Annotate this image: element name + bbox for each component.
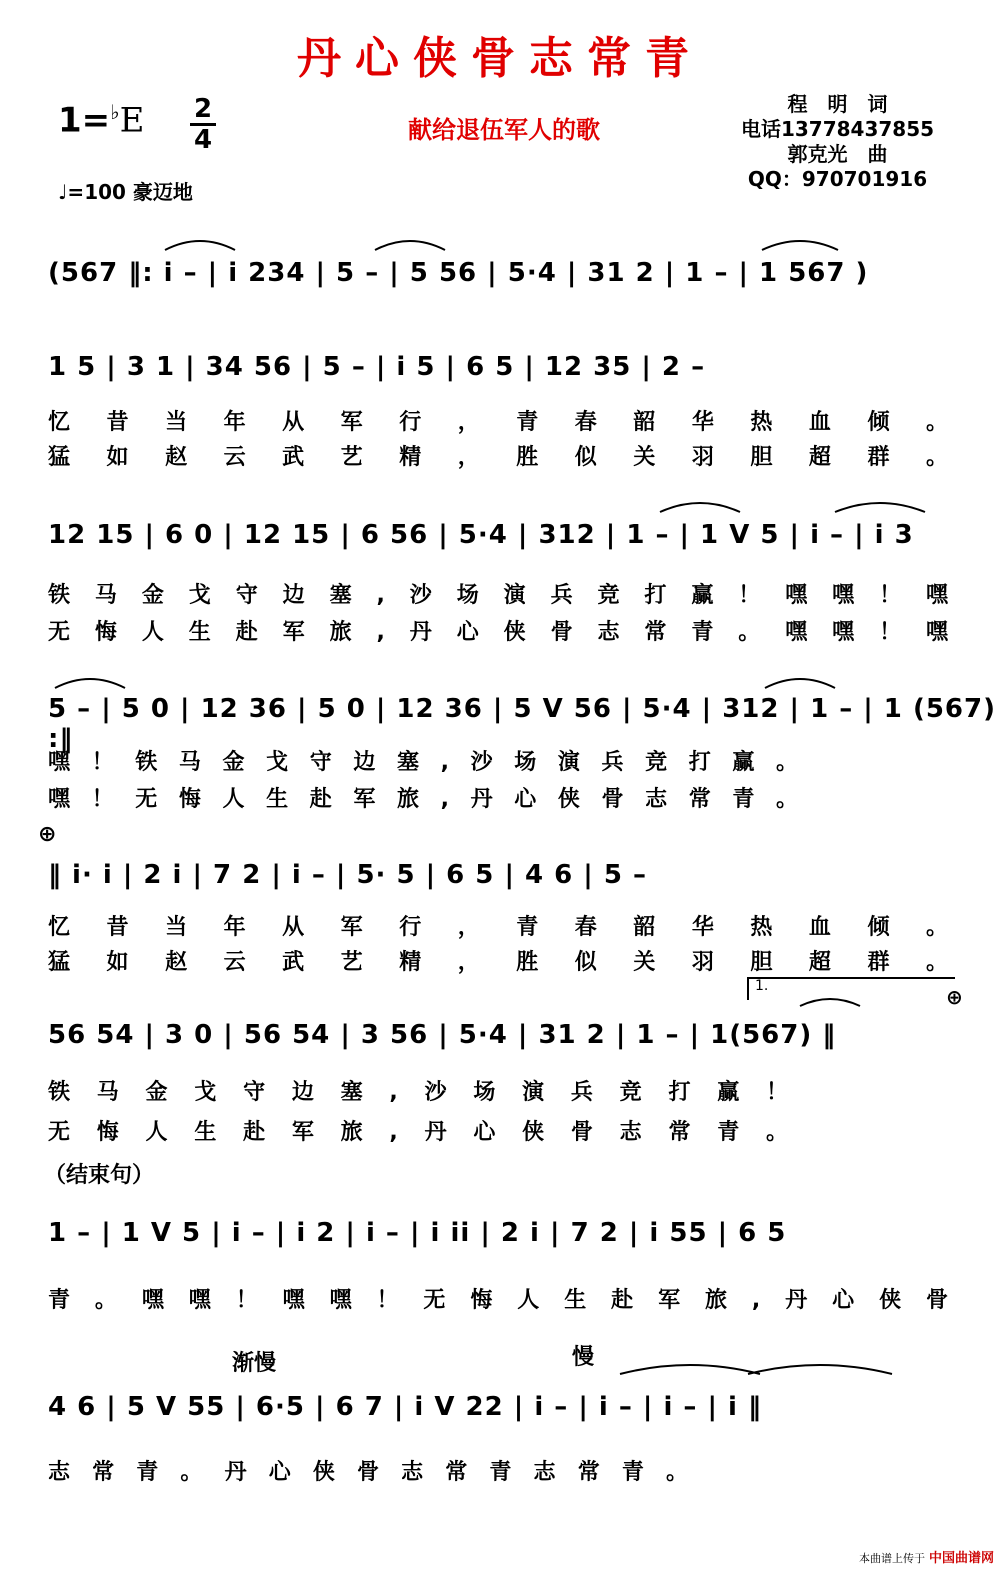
lyric-row-5-verse-2: 猛如赵云武艺精，胜似关羽胆超群。 (48, 950, 948, 975)
time-signature: 2 4 (188, 96, 218, 153)
tie-mark (762, 241, 838, 250)
lyricist: 程 明 词 (787, 92, 888, 116)
lyric-row-3-verse-2: 无悔人生赴军旅,丹心侠骨志常青。嘿嘿！嘿 (48, 620, 948, 645)
volta-bracket (748, 978, 955, 1000)
song-title: 丹心侠骨志常青 (297, 33, 703, 84)
tie-mark (620, 1365, 760, 1374)
ending-label: （结束句） (44, 1163, 155, 1188)
lyric-row-5-verse-1: 忆昔当年从军行，青春韶华热血倾。 (48, 915, 948, 940)
tie-mark (765, 679, 835, 688)
footer-credit: 本曲谱上传于 中国曲谱网 (858, 1551, 994, 1566)
tie-mark (55, 679, 125, 688)
key-signature: 1=♭E (58, 100, 145, 141)
tie-mark (165, 241, 235, 250)
phone: 电话13778437855 (740, 117, 935, 141)
tie-mark (835, 503, 925, 512)
notation-row-1: (567 ‖: i – | i 234 | 5 – | 5 56 | 5·4 | 31 2 | 1 – | 1 567 ) (48, 258, 869, 288)
tie-mark (800, 999, 860, 1006)
lyric-row-6-verse-1: 铁马金戈守边塞,沙场演兵竞打赢！ (48, 1080, 788, 1105)
composer: 郭克光 曲 (787, 142, 888, 166)
notation-row-7: 1 – | 1 V 5 | i – | i 2 | i – | i ii | 2 i | 7 2 | i 55 | 6 5 (48, 1218, 787, 1248)
tie-mark (660, 503, 740, 512)
coda-sign-end: ⊕ (946, 985, 963, 1009)
tie-mark (748, 1365, 892, 1374)
lyric-row-4-verse-1: 嘿！铁马金戈守边塞,沙场演兵竞打赢。 (48, 750, 798, 775)
coda-sign: ⊕ (38, 822, 57, 847)
lyric-row-7: 青。嘿嘿！嘿嘿！无悔人生赴军旅,丹心侠骨 (48, 1288, 948, 1313)
lyric-row-3-verse-1: 铁马金戈守边塞,沙场演兵竞打赢！嘿嘿！嘿 (48, 583, 948, 608)
notation-row-6: 56 54 | 3 0 | 56 54 | 3 56 | 5·4 | 31 2 | 1 – | 1(567) ‖ (48, 1020, 837, 1050)
lyric-row-2-verse-1: 忆昔当年从军行，青春韶华热血倾。 (48, 410, 948, 435)
lyric-row-8: 志常青。丹心侠骨志常青志常青。 (48, 1460, 688, 1485)
tie-mark (375, 241, 445, 250)
site-logo: 中国曲谱网 (928, 1551, 994, 1566)
tempo-marking: ♩=100 豪迈地 (58, 180, 193, 204)
subtitle: 献给退伍军人的歌 (408, 116, 600, 144)
notation-row-4: 5 – | 5 0 | 12 36 | 5 0 | 12 36 | 5 V 56 | 5·4 | 312 | 1 – | 1 (567) :‖ (48, 694, 996, 754)
marking-gradual-slow: 渐慢 (232, 1351, 277, 1376)
volta-label: 1. (755, 978, 769, 994)
marking-slow: 慢 (572, 1345, 595, 1370)
notation-row-3: 12 15 | 6 0 | 12 15 | 6 56 | 5·4 | 312 | 1 – | 1 V 5 | i – | i 3 (48, 520, 914, 550)
notation-row-8: 4 6 | 5 V 55 | 6·5 | 6 7 | i V 22 | i – | i – | i – | i ‖ (48, 1392, 762, 1422)
lyric-row-6-verse-2: 无悔人生赴军旅,丹心侠骨志常青。 (48, 1120, 788, 1145)
qq: QQ：970701916 (747, 167, 928, 191)
notation-row-5: ‖ i· i | 2 i | 7 2 | i – | 5· 5 | 6 5 | 4 6 | 5 – (48, 860, 647, 890)
notation-row-2: 1 5 | 3 1 | 34 56 | 5 – | i 5 | 6 5 | 12 35 | 2 – (48, 352, 706, 382)
lyric-row-2-verse-2: 猛如赵云武艺精，胜似关羽胆超群。 (48, 445, 948, 470)
lyric-row-4-verse-2: 嘿！无悔人生赴军旅,丹心侠骨志常青。 (48, 787, 798, 812)
